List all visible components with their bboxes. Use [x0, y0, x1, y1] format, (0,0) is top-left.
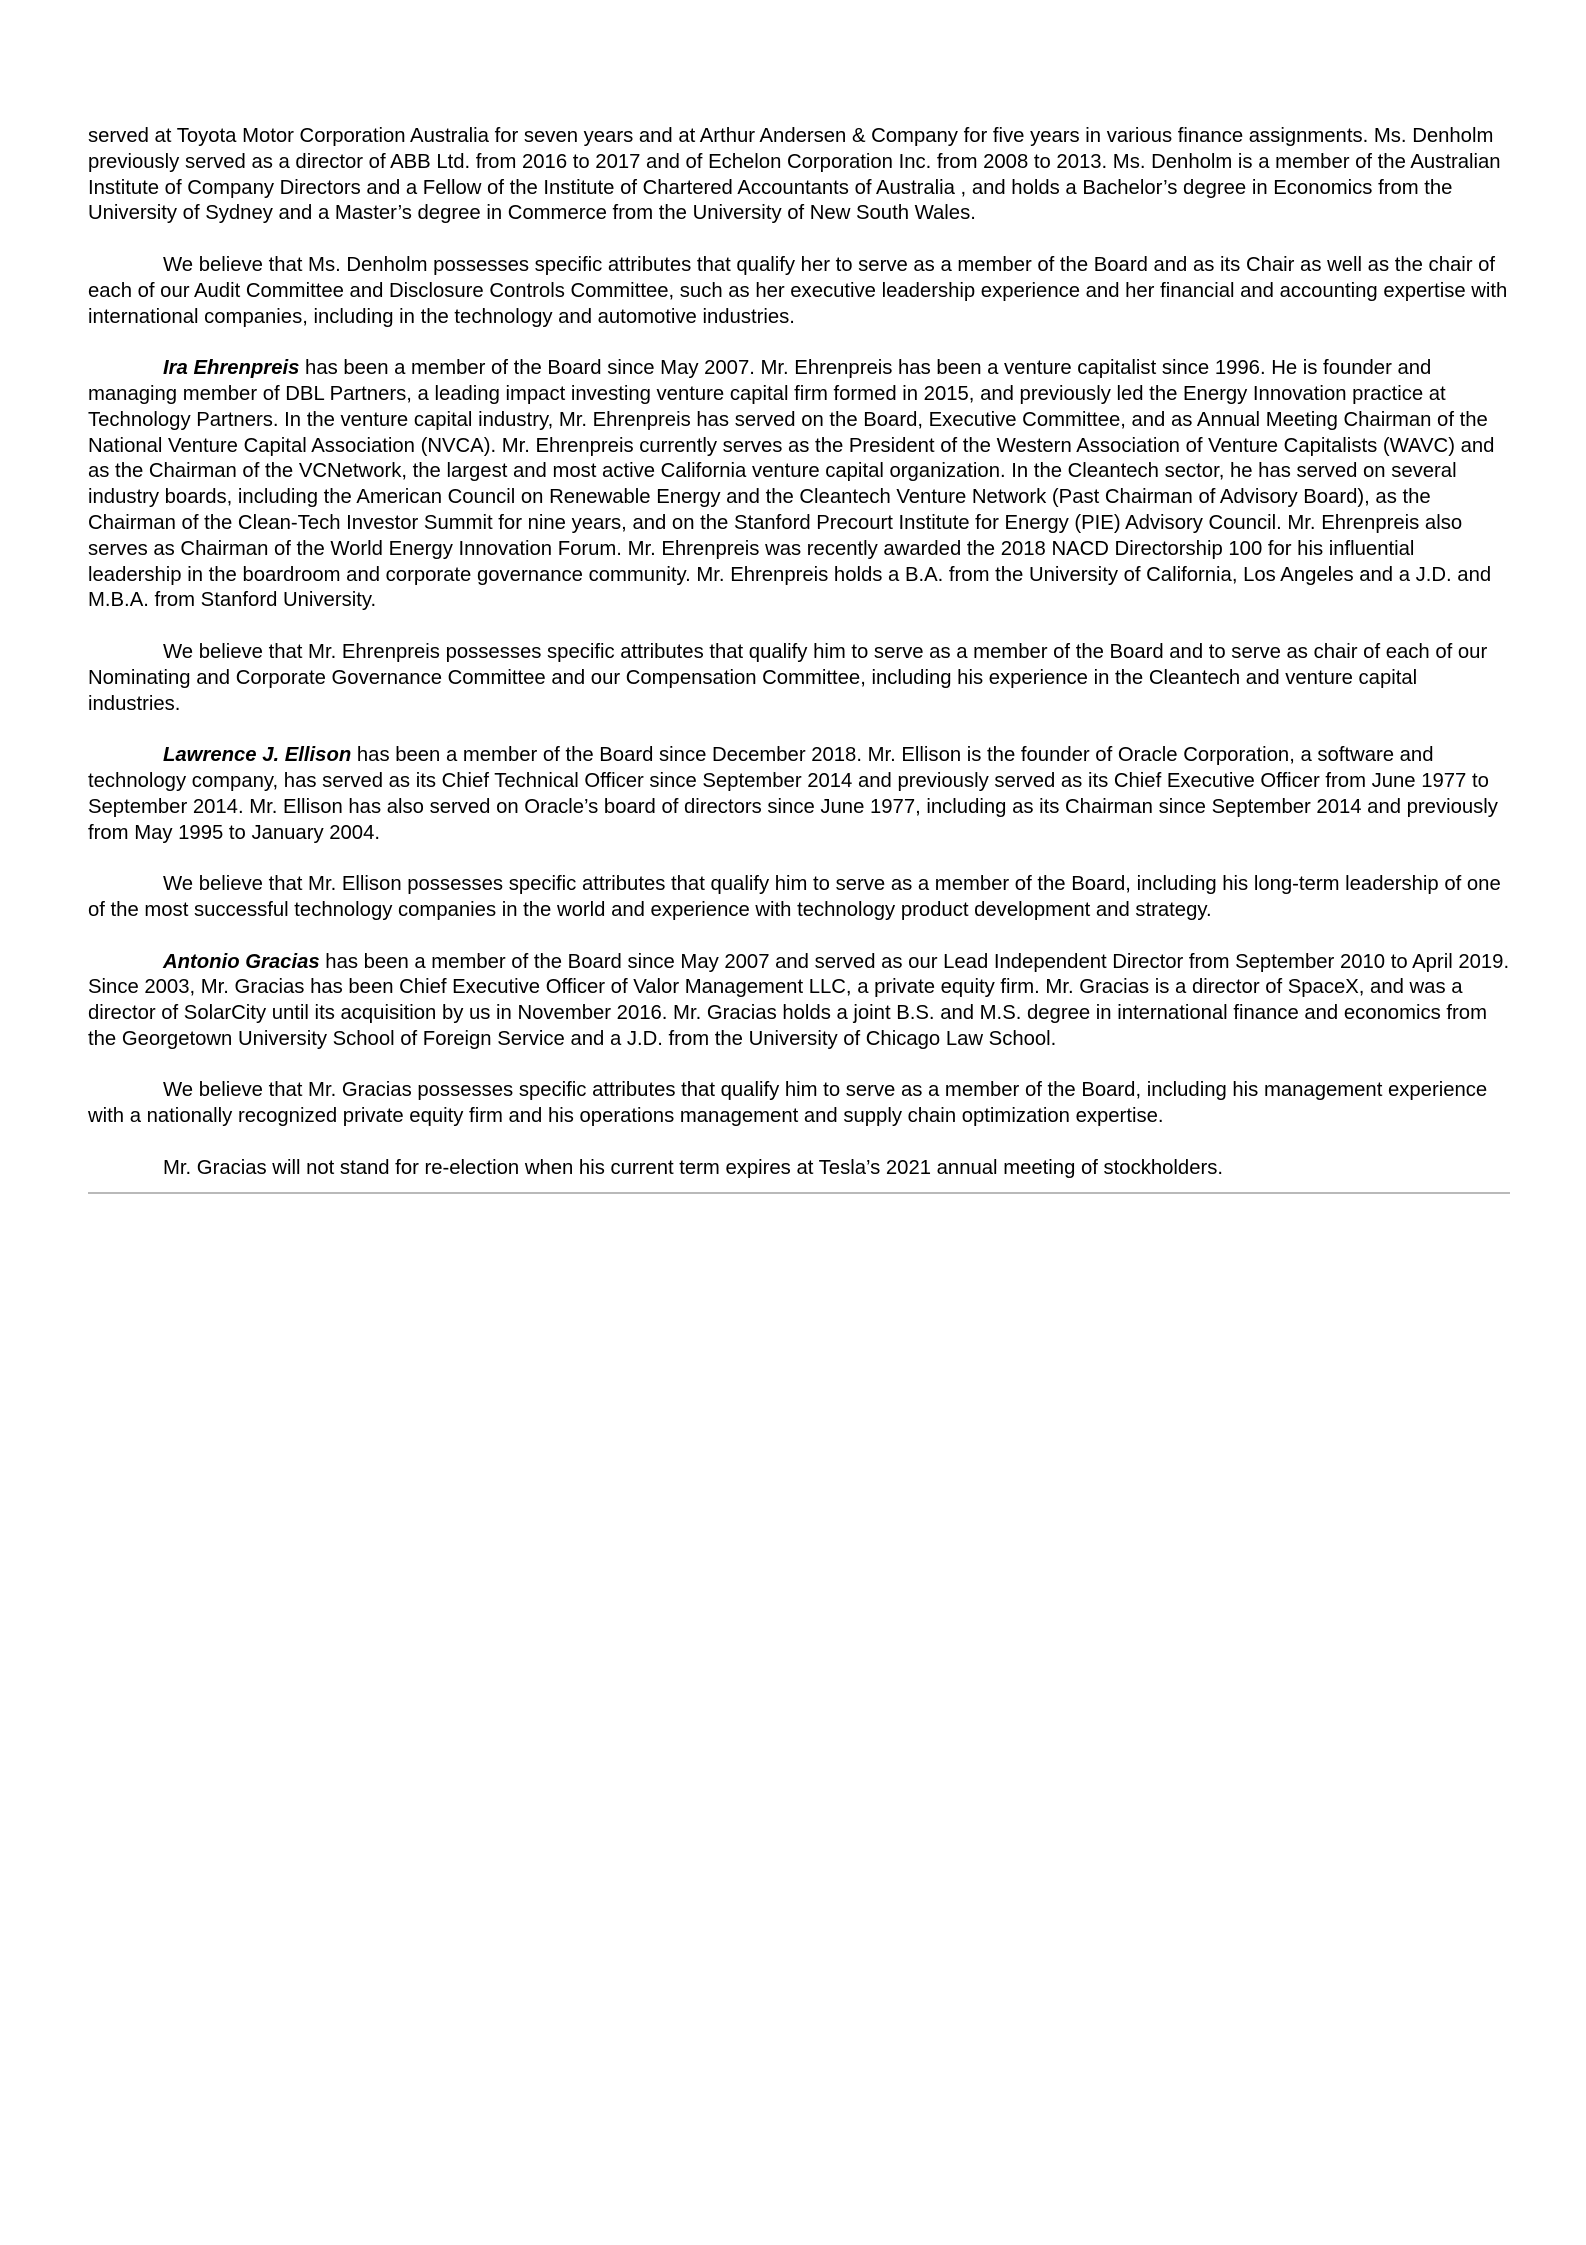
paragraph-text: served at Toyota Motor Corporation Australia for seven years and at Arthur Andersen & Company for five years in various finance assignments. Ms. Denholm previously served as a director of ABB Ltd. from 2016 to 2017 and of Echelon Corporation Inc. from 2008 to 2013. Ms. Denholm is a member of the Australian Institute of Company Directors and a Fellow of the Institute of Chartered Accountants of Australia , and holds a Bachelor’s degree in Economics from the University of Sydney and a Master’s degree in Commerce from the University of New South Wales. [88, 125, 1501, 225]
paragraph-denholm-background [88, 124, 1510, 227]
paragraph-denholm-qualifications [88, 253, 1510, 330]
paragraph-text: has been a member of the Board since May 2007 and served as our Lead Independent Director from September 2010 to April 2019. Since 2003, Mr. Gracias has been Chief Executive Officer of Valor Management LLC, a private equity firm. Mr. Gracias is a director of SpaceX, and was a director of SolarCity until its acquisition by us in November 2016. Mr. Gracias holds a joint B.S. and M.S. degree in international finance and economics from the Georgetown University School of Foreign Service and a J.D. from the University of Chicago Law School. [88, 950, 1510, 1050]
paragraph-ellison-bio [88, 743, 1510, 846]
paragraph-ehrenpreis-qualifications [88, 640, 1510, 717]
page-divider [88, 1192, 1510, 1194]
paragraph-gracias-reelection [88, 1156, 1510, 1182]
paragraph-gracias-qualifications [88, 1078, 1510, 1130]
paragraph-text: We believe that Ms. Denholm possesses specific attributes that qualify her to serve as a member of the Board and as its Chair as well as the chair of each of our Audit Committee and Disclosure Controls Committee, such as her executive leadership experience and her financial and accounting expertise with international companies, including in the technology and automotive industries. [88, 253, 1508, 328]
paragraph-text: has been a member of the Board since December 2018. Mr. Ellison is the founder of Oracle Corporation, a software and technology company, has served as its Chief Technical Officer since September 2014 and previously served as its Chief Executive Officer from June 1977 to September 2014. Mr. Ellison has also served on Oracle’s board of directors since June 1977, including as its Chairman since September 2014 and previously from May 1995 to January 2004. [88, 744, 1498, 844]
paragraph-gracias-bio [88, 950, 1510, 1053]
director-name: Lawrence J. Ellison [163, 744, 352, 767]
director-name: Ira Ehrenpreis [163, 357, 300, 380]
paragraph-text: has been a member of the Board since May 2007. Mr. Ehrenpreis has been a venture capitalist since 1996. He is founder and managing member of DBL Partners, a leading impact investing venture capital firm formed in 2015, and previously led the Energy Innovation practice at Technology Partners. In the venture capital industry, Mr. Ehrenpreis has served on the Board, Executive Committee, and as Annual Meeting Chairman of the National Venture Capital Association (NVCA). Mr. Ehrenpreis currently serves as the President of the Western Association of Venture Capitalists (WAVC) and as the Chairman of the VCNetwork, the largest and most active California venture capital organization. In the Cleantech sector, he has served on several industry boards, including the American Council on Renewable Energy and the Cleantech Venture Network (Past Chairman of Advisory Board), as the Chairman of the Clean-Tech Investor Summit for nine years, and on the Stanford Precourt Institute for Energy (PIE) Advisory Council. Mr. Ehrenpreis also serves as Chairman of the World Energy Innovation Forum. Mr. Ehrenpreis was recently awarded the 2018 NACD Directorship 100 for his influential leadership in the boardroom and corporate governance community. Mr. Ehrenpreis holds a B.A. from the University of California, Los Angeles and a J.D. and M.B.A. from Stanford University. [88, 357, 1495, 612]
paragraph-ehrenpreis-bio [88, 356, 1510, 614]
paragraph-text: We believe that Mr. Ehrenpreis possesses specific attributes that qualify him to serve as a member of the Board and to serve as chair of each of our Nominating and Corporate Governance Committee and our Compensation Committee, including his experience in the Cleantech and venture capital industries. [88, 640, 1488, 715]
paragraph-text: Mr. Gracias will not stand for re-election when his current term expires at Tesla’s 2021 annual meeting of stockholders. [163, 1156, 1224, 1179]
document-page [88, 124, 1510, 1194]
paragraph-text: We believe that Mr. Gracias possesses specific attributes that qualify him to serve as a member of the Board, including his management experience with a nationally recognized private equity firm and his operations management and supply chain optimization expertise. [88, 1079, 1488, 1128]
paragraph-ellison-qualifications [88, 872, 1510, 924]
director-name: Antonio Gracias [163, 950, 320, 973]
paragraph-text: We believe that Mr. Ellison possesses specific attributes that qualify him to serve as a member of the Board, including his long-term leadership of one of the most successful technology companies in the world and experience with technology product development and strategy. [88, 873, 1501, 921]
